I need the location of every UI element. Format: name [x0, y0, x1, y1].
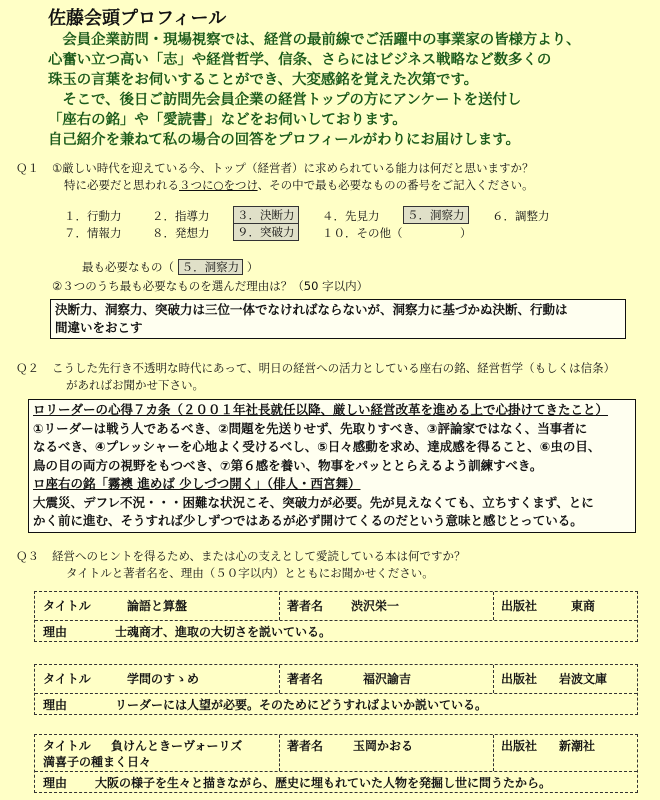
book-title: 学問のすゝめ — [127, 672, 200, 686]
book-author: 福沢諭吉 — [363, 672, 412, 686]
q1-answer-line: 間違いをおこす — [55, 320, 143, 335]
book-entry — [34, 734, 638, 793]
option-9-selected: ９．突破力 — [233, 223, 299, 241]
q3-text-line2: タイトルと著者名を、理由（５０字以内）とともにお聞かせください。 — [66, 566, 434, 580]
book-publisher-label: 出版社 — [501, 739, 538, 753]
intro-line: 「座右の銘」や「愛読書」などをお伺いしております。 — [48, 112, 407, 128]
book-entry — [34, 591, 638, 642]
q2-line: ①リーダーは戦う人であるべき、②問題を先送りせず、先取りすべき、③評論家ではなく、当事者に — [33, 420, 588, 436]
most-needed-label: 最も必要なもの（ — [82, 260, 174, 274]
book-title: 負けんときーヴォーリズ — [111, 739, 243, 753]
q1-answer-box — [50, 299, 626, 339]
book-author: 玉岡かおる — [353, 739, 414, 753]
q2-text-line2: があればお聞かせ下さい。 — [66, 378, 204, 392]
option-4: ４．先見力 — [322, 209, 380, 223]
q2-line: なるべき、④プレッシャーを心地よく受けるべし、⑤日々感動を求め、達成感を得ること、⑥虫の目、 — [33, 439, 601, 454]
q3-text-line1: 経営へのヒントを得るため、または心の支えとして愛読している本は何ですか？ — [52, 549, 466, 563]
book-title-label: タイトル — [43, 739, 91, 753]
book-reason: 大阪の様子を生々と描きながら、歴史に埋もれていた人物を発掘し世に問うたから。 — [95, 776, 552, 790]
intro-line: 珠玉の言葉をお伺いすることができ、大変感銘を覚えた次第です。 — [48, 72, 478, 88]
book-reason-label: 理由 — [43, 698, 68, 712]
book-publisher-label: 出版社 — [501, 672, 538, 686]
book-reason: 士魂商才、進取の大切さを説いている。 — [115, 625, 332, 639]
intro-line: そこで、後日ご訪問先会員企業の経営トップの方にアンケートを送付し — [48, 92, 522, 108]
option-6: ６．調整力 — [492, 209, 550, 223]
most-needed-value: ５．洞察力 — [178, 259, 244, 275]
book-publisher-label: 出版社 — [501, 599, 538, 613]
book-author-label: 著者名 — [287, 672, 324, 686]
q1-text-line1: ①厳しい時代を迎えている今、トップ（経営者）に求められている能力は何だと思いますか？ — [52, 161, 534, 175]
q2-line: 鳥の目の両方の視野をもつべき、⑦第６感を養い、物事をパッととらえるよう訓練すべき。 — [33, 457, 543, 473]
option-10: １０．その他（ ） — [322, 226, 472, 240]
book-author-label: 著者名 — [287, 599, 324, 613]
book-title-line2: 満喜子の種まく日々 — [43, 755, 152, 769]
book-publisher: 岩波文庫 — [559, 672, 608, 686]
book-reason: リーダーには人望が必要。そのためにどうすればよいか説いている。 — [115, 698, 488, 712]
book-publisher: 新潮社 — [559, 739, 596, 753]
most-needed-close: ） — [246, 260, 259, 274]
book-entry — [34, 664, 638, 715]
book-author-label: 著者名 — [287, 739, 324, 753]
most-needed-line — [82, 259, 258, 275]
q1-text-part: 、その中で最も必要なものの番号をご記入ください。 — [257, 178, 534, 192]
book-reason-label: 理由 — [43, 625, 68, 639]
book-title-label: タイトル — [43, 599, 91, 613]
page-title: 佐藤会頭プロフィール — [48, 8, 227, 29]
intro-paragraph — [48, 30, 660, 150]
q2-line: 大震災、デフレ不況・・・困難な状況こそ、突破力が必要。先が見えなくても、立ちすくまず、とに — [33, 494, 594, 510]
option-3-selected: ３．決断力 — [233, 206, 299, 224]
book-title: 論語と算盤 — [127, 599, 188, 613]
q2-text-line1: こうした先行き不透明な時代にあって、明日の経営への活力としている座右の銘、経営哲学（もしくは信条） — [52, 361, 616, 375]
q2-number: Ｑ２ — [16, 361, 39, 375]
q2-line: かく前に進む、そうすれば少しずつではあるが必ず開けてくるのだという意味と感じとっている。 — [33, 513, 583, 528]
q1-text-underlined: ３つに○をつけ — [179, 178, 258, 192]
option-5-selected: ５．洞察力 — [403, 206, 469, 224]
intro-line: 会員企業訪問・現場視察では、経営の最前線でご活躍中の事業家の皆様方より、 — [48, 32, 581, 48]
q2-heading-motto: ロ座右の銘「霧襖 進めば 少しづつ開く」（俳人・西宮舞） — [33, 476, 361, 491]
book-author: 渋沢栄一 — [351, 599, 400, 613]
q1-number: Ｑ１ — [16, 161, 39, 175]
book-publisher: 東商 — [571, 599, 596, 613]
option-1: １．行動力 — [64, 209, 122, 223]
option-8: ８．発想力 — [152, 226, 210, 240]
q1-text-line2 — [64, 177, 534, 193]
option-7: ７．情報力 — [64, 226, 122, 240]
option-2: ２．指導力 — [152, 209, 210, 223]
q1-text-part: 特に必要だと思われる — [64, 178, 179, 192]
intro-line: 心奮い立つ高い「志」や経営哲学、信条、さらにはビジネス戦略など数多くの — [48, 52, 552, 68]
q3-number: Ｑ３ — [16, 549, 39, 563]
q1-subquestion: ②３つのうち最も必要なものを選んだ理由は？（50 字以内） — [52, 279, 369, 293]
q1-answer-line: 決断力、洞察力、突破力は三位一体でなければならないが、洞察力に基づかぬ決断、行動は — [55, 302, 568, 317]
book-title-label: タイトル — [43, 672, 91, 686]
book-reason-label: 理由 — [43, 776, 68, 790]
intro-line: 自己紹介を兼ねて私の場合の回答をプロフィールがわりにお届けします。 — [48, 132, 520, 148]
q2-heading-leader: ロリーダーの心得７カ条（２００１年社長就任以降、厳しい経営改革を進める上で心掛けてきたこと） — [33, 402, 609, 417]
q2-answer-box — [28, 399, 636, 533]
